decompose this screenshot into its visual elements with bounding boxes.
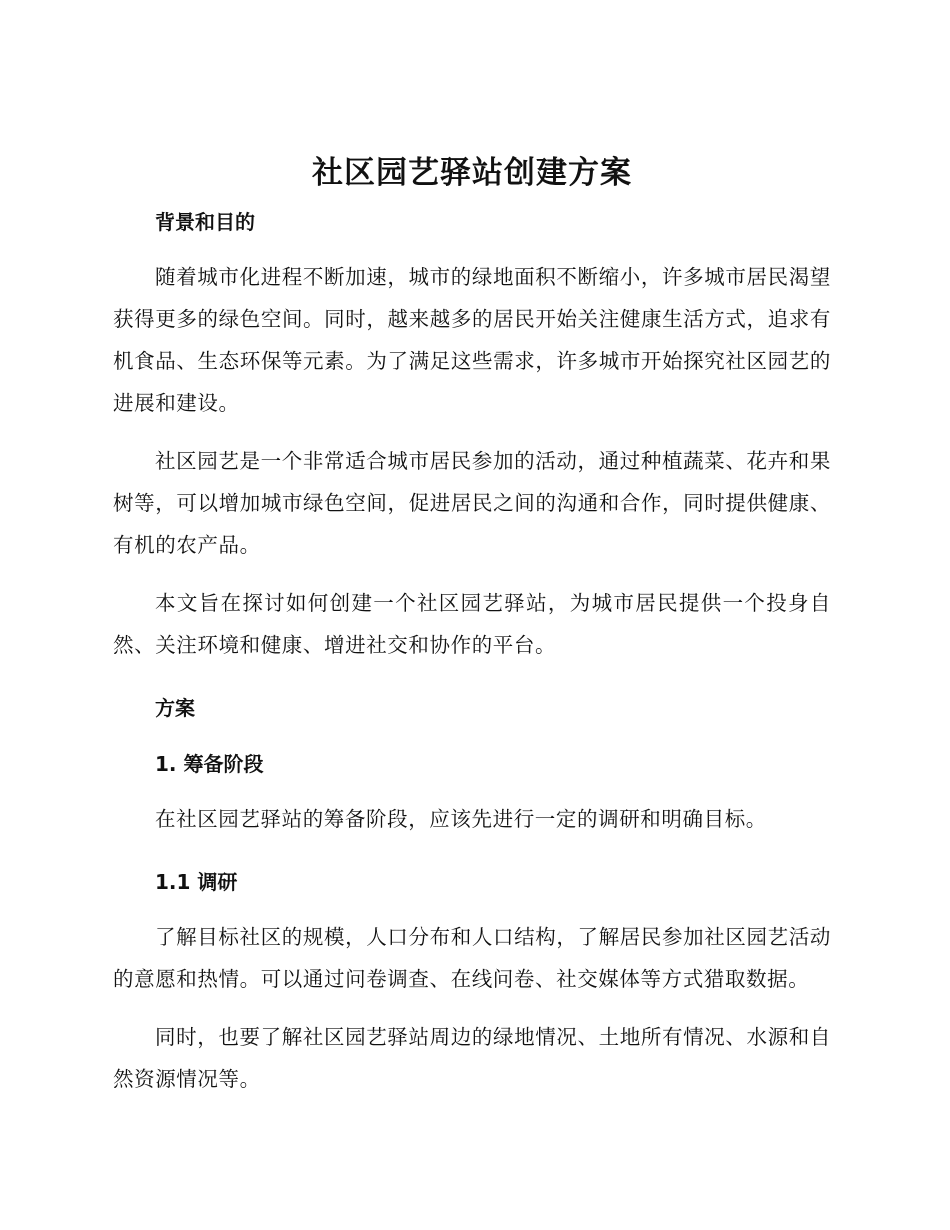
paragraph-background-2: 社区园艺是一个非常适合城市居民参加的活动，通过种植蔬菜、花卉和果树等，可以增加城市绿色空间，促进居民之间的沟通和合作，同时提供健康、有机的农产品。 <box>113 449 831 557</box>
section-heading-prep: 1. 筹备阶段 <box>155 752 264 776</box>
paragraph-background-1: 随着城市化进程不断加速，城市的绿地面积不断缩小，许多城市居民渴望获得更多的绿色空间。同时，越来越多的居民开始关注健康生活方式，追求有机食品、生态环保等元素。为了满足这些需求，许多城市开始探究社区园艺的进展和建设。 <box>113 265 831 415</box>
paragraph-research-1: 了解目标社区的规模，人口分布和人口结构，了解居民参加社区园艺活动的意愿和热情。可以通过问卷调查、在线问卷、社交媒体等方式猎取数据。 <box>113 925 831 991</box>
section-heading-research: 1.1 调研 <box>155 870 238 894</box>
section-heading-plan: 方案 <box>155 696 195 720</box>
paragraph-background-3: 本文旨在探讨如何创建一个社区园艺驿站，为城市居民提供一个投身自然、关注环境和健康、增进社交和协作的平台。 <box>113 591 831 657</box>
paragraph-research-2: 同时，也要了解社区园艺驿站周边的绿地情况、土地所有情况、水源和自然资源情况等。 <box>113 1025 831 1091</box>
paragraph-prep-1: 在社区园艺驿站的筹备阶段，应该先进行一定的调研和明确目标。 <box>155 807 767 831</box>
document-page <box>113 150 831 1100</box>
section-heading-background: 背景和目的 <box>155 210 255 234</box>
document-title: 社区园艺驿站创建方案 <box>312 155 632 191</box>
